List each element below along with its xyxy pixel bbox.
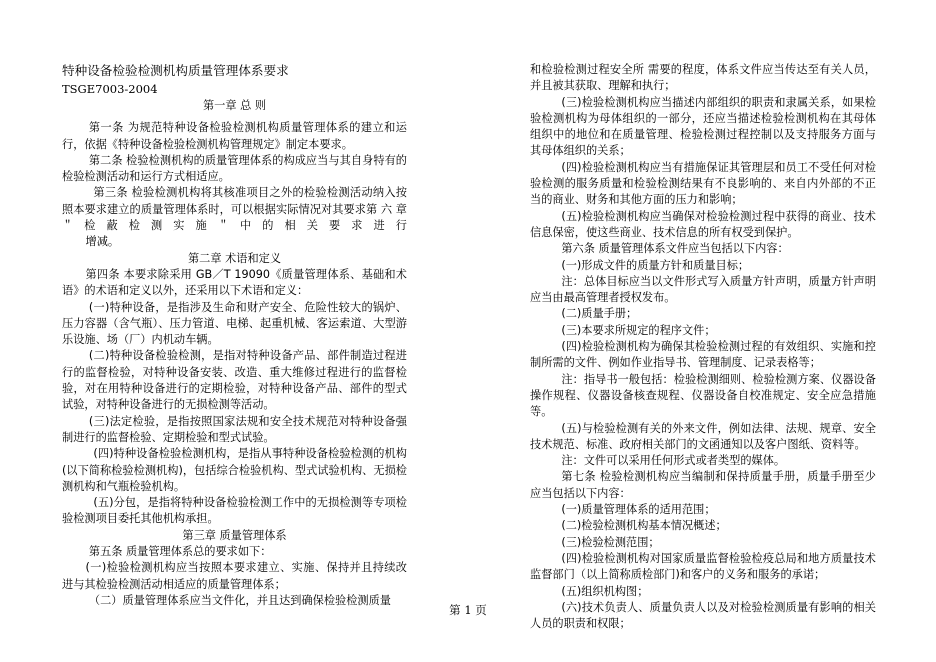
paragraph: (二)检验检测机构基本情况概述； [561, 519, 727, 533]
paragraph: (四)检验检测机构为确保其检验检测过程的有效组织、实施和控制所需的文件、例如作业指导书、管理制度、记录表格等； [530, 340, 876, 370]
paragraph: (四)特种设备检验检测机构，是指从事特种设备检验检测的机构(以下简称检验检测机构)，包括综合检验机构、型式试验机构、无损检测机构和气瓶检验机构。 [62, 447, 407, 493]
chapter-heading: 第二章 术语和定义 [187, 251, 282, 265]
paragraph: (三)检验检测范围； [561, 535, 660, 549]
paragraph: (二)特种设备检验检测，是指对特种设备产品、部件制造过程进行的监督检验，对特种设备安装、改造、重大维修过程进行的监督检验，对在用特种设备进行的定期检验，对特种设备产品、部件的型式试验，对特种设备进行的无损检测等活动。 [62, 349, 407, 412]
paragraph: (一)形成文件的质量方针和质量目标； [561, 258, 750, 272]
paragraph: 注：总体目标应当以文件形式写入质量方针声明，质量方针声明应当由最高管理者授权发布。 [530, 274, 876, 305]
paragraph: (三)法定检验，是指按照国家法规和安全技术规范对特种设备强制进行的监督检验、定期检验和型式试验。 [62, 414, 407, 444]
paragraph: 和检验检测过程安全所 需要的程度，体系文件应当传达至有关人员，并且被其获取、理解和执行； [530, 63, 876, 93]
paragraph: (六)技术负责人、质量负责人以及对检验检测质量有影响的相关人员的职责和权限； [530, 600, 876, 631]
paragraph: (三)检验检测机构应当描述内部组织的职责和隶属关系，如果检验检测机构为母体组织的一部分，还应当描述检验检测机构在其母体组织中的地位和在质量管理、检验检测过程控制以及支持服务方面与其母体组织的关系； [530, 95, 876, 158]
paragraph: (一)质量管理体系的适用范围； [561, 503, 716, 517]
paragraph: 第七条 检验检测机构应当编制和保持质量手册，质量手册至少应当包括以下内容： [530, 470, 876, 500]
paragraph: (一)检验检测机构应当按照本要求建立、实施、保持并且持续改进与其检验检测活动相适应的质量管理体系； [62, 561, 407, 591]
paragraph: (五)组织机构图； [561, 584, 649, 598]
document-title: 特种设备检验检测机构质量管理体系要求 [62, 63, 289, 78]
right-paragraphs [530, 62, 876, 632]
paragraph: 增减。 [85, 235, 120, 249]
paragraph: 注：文件可以采用任何形式或者类型的媒体。 [561, 454, 786, 468]
paragraph: (一)特种设备，是指涉及生命和财产安全、危险性较大的锅炉、压力容器（含气瓶）、压力管道、电梯、起重机械、客运索道、大型游乐设施、场（厂）内机动车辆。 [62, 300, 407, 347]
paragraph: 第二条 检验检测机构的质量管理体系的构成应当与其自身特有的检验检测活动和运行方式相适应。 [62, 153, 407, 184]
paragraph: (四)检验检测机构对国家质量监督检验检疫总局和地方质量技术监督部门（以上简称质检部门)和客户的义务和服务的承诺； [530, 551, 876, 582]
chapter-heading: 第一章 总 则 [202, 99, 267, 112]
paragraph: 注：指导书一般包括：检验检测细则、检验检测方案、仪器设备操作规程、仪器设备核查规程、仪器设备自校准规定、安全应急措施等。 [530, 372, 876, 419]
paragraph: (四)检验检测机构应当有措施保证其管理层和员工不受任何对检验检测的服务质量和检验检测结果有不良影响的、来自内外部的不正当的商业、财务和其他方面的压力和影响； [530, 160, 876, 207]
right-column [530, 62, 876, 632]
paragraph: (五)检验检测机构应当确保对检验检测过程中获得的商业、技术信息保密，使这些商业、技术信息的所有权受到保护。 [530, 209, 876, 239]
document-code: TSGE7003-2004 [62, 82, 158, 96]
paragraph: (二)质量手册； [561, 307, 638, 321]
paragraph: (五)分包，是指将特种设备检验检测工作中的无损检测等专项检验检测项目委托其他机构承担。 [62, 496, 407, 526]
page-number: 第 1 页 [449, 603, 487, 617]
left-column [62, 62, 407, 609]
paragraph: 第一条 为规范特种设备检验检测机构质量管理体系的建立和运行，依据《特种设备检验检测机构管理规定》制定本要求。 [62, 121, 407, 151]
paragraph: (五)与检验检测有关的外来文件，例如法律、法规、规章、安全技术规范、标准、政府相关部门的文函通知以及客户图纸、资料等。 [530, 421, 876, 451]
paragraph: (三)本要求所规定的程序文件； [561, 323, 716, 337]
left-paragraphs [62, 98, 407, 609]
paragraph: （二）质量管理体系应当文件化，并且达到确保检验检测质量 [88, 593, 391, 607]
paragraph: 第四条 本要求除采用 GB／T 19090《质量管理体系、基础和术语》的术语和定义以外，还采用以下术语和定义： [62, 267, 407, 298]
paragraph: 第六条 质量管理体系文件应当包括以下内容： [561, 242, 789, 256]
chapter-heading: 第三章 质量管理体系 [182, 528, 287, 542]
paragraph: 第三条 检验检测机构将其核准项目之外的检验检测活动纳入按照本要求建立的质量管理体系时，可以根据实际情况对其要求第 六 章 ＂ 检 蔽 检 测 实 施 ＂ 中 的 相 关 要 求 进 行 [62, 186, 407, 233]
paragraph: 第五条 质量管理体系总的要求如下： [88, 545, 272, 559]
